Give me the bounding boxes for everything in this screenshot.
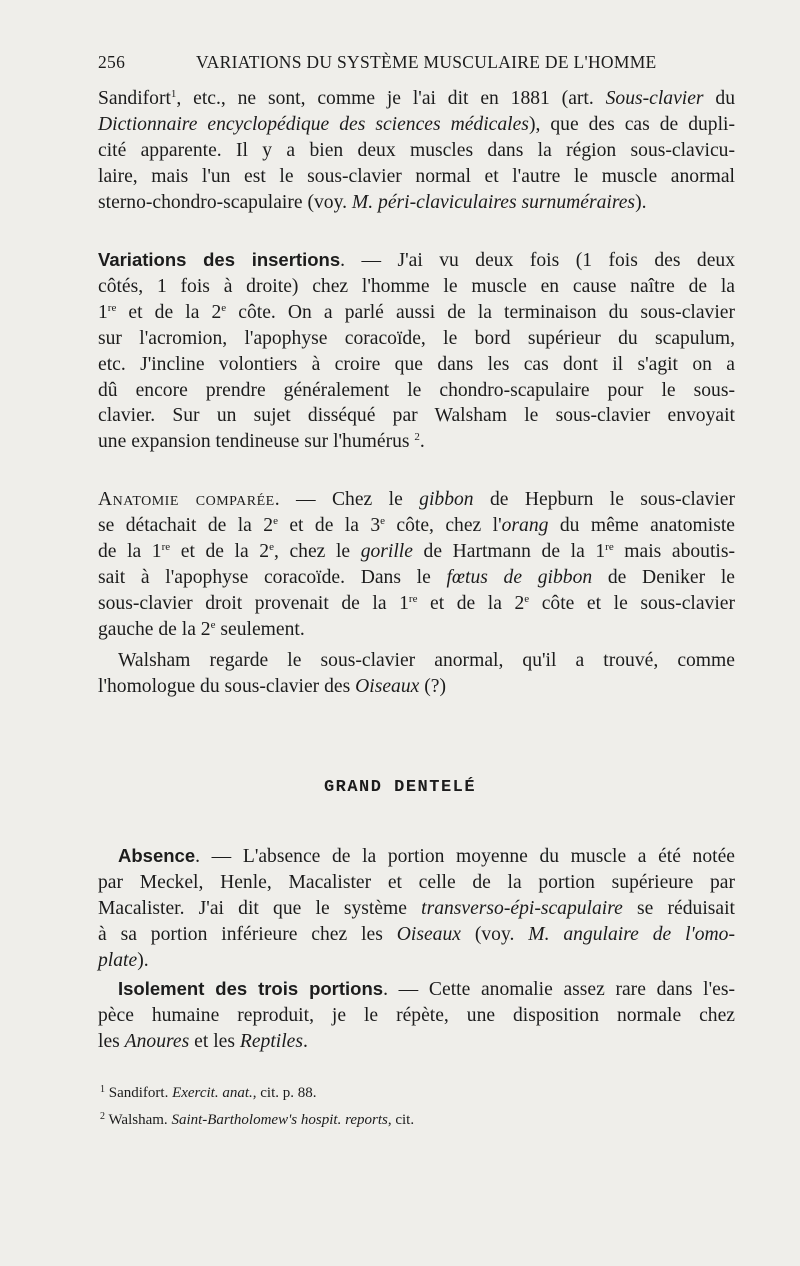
footnotes: [100, 1080, 700, 1134]
footnote-ref-2: 2: [414, 431, 420, 444]
paragraph-variations-insertions: Variations des insertions. — J'ai vu deux fois (1 fois des deux côtés, 1 fois à droite) chez l'homme le muscle en cause naître de la 1re et de la 2e côte. On a parlé aussi de la terminaison du sous-clavier sur l'acromion, l'apophyse coracoïde, le bord supérieur du scapulum, etc. J'incline volontiers à croire que dans les cas dont il s'agit on a dû encore prendre généralement le chondro-scapulaire pour le sous- clavier. Sur un sujet disséqué par Walsham le sous-clavier envoyait une expansion tendineuse sur l'humérus $^2$.: [98, 249, 735, 453]
paragraph-anatomie-comparee: Anatomie comparée. — Chez le gibbon de Hepburn le sous-clavier se détachait de la 2e et de la 3e côte, chez l'orang du même anatomiste de la 1re et de la 2e, chez le gorille de Hartmann de la 1re mais aboutis- sait à l'apophyse coracoïde. Dans le fœtus de gibbon de Deniker le sous-clavier droit provenait de la 1re et de la 2e côte et le sous-clavier gauche de la 2e seulement.: [98, 489, 736, 640]
paragraph-walsham: Walsham regarde le sous-clavier anormal, qu'il a trouvé, comme l'homologue du sous-clavier des Oiseaux (?): [98, 650, 735, 697]
paragraph-heading: Anatomie comparée: [98, 489, 275, 510]
footnote-ref-1: 1: [170, 88, 177, 100]
footnote-2: $^2$ Walsham. Saint-Bartholomew's hospit. reports, cit.: [100, 1111, 415, 1128]
page-number: 256: [98, 52, 126, 72]
running-title: VARIATIONS DU SYSTÈME MUSCULAIRE DE L'HOMME: [196, 52, 657, 72]
paragraph-1: Sandifort$^1$, etc., ne sont, comme je l'ai dit en 1881 (art. Sous-clavier du Dictionnaire encyclopédique des sciences médicales), que des cas de dupli- cité apparente. Il y a bien deux muscles dans la région sous-clavicu- laire, mais l'un est le sous-clavier normal et l'autre le muscle anormal sterno-chondro-scapulaire (voy. M. péri-claviculaires surnuméraires).: [98, 88, 736, 213]
footnote-1: $^1$ Sandifort. Exercit. anat., cit. p. 88.: [100, 1084, 317, 1101]
paragraph-heading: Absence: [118, 845, 196, 866]
paragraph-absence: Absence. — L'absence de la portion moyenne du muscle a été notée par Meckel, Henle, Macalister et celle de la portion supérieure par Macalister. J'ai dit que le système transverso-épi-scapulaire se réduisait à sa portion inférieure chez les Oiseaux (voy. M. angulaire de l'omo- plate).: [98, 845, 736, 971]
paragraph-isolement: Isolement des trois portions. — Cette anomalie assez rare dans l'es- pèce humaine reproduit, je le répète, une disposition normale chez les Anoures et les Reptiles.: [98, 978, 735, 1052]
paragraph-heading: Isolement des trois portions: [118, 978, 384, 999]
section-title: GRAND DENTELÉ: [323, 778, 477, 797]
paragraph-heading: Variations des insertions: [98, 249, 341, 270]
